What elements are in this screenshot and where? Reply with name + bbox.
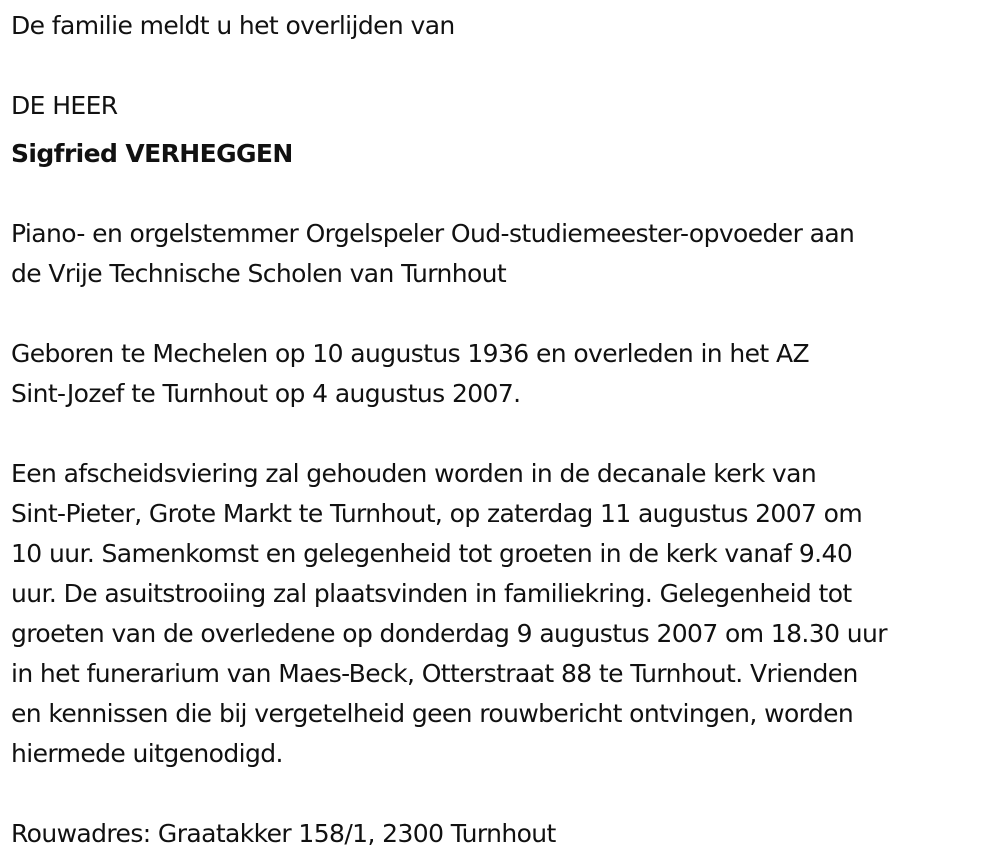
deceased-name: Sigfried VERHEGGEN bbox=[11, 139, 293, 168]
birth-death-line: Sint-Jozef te Turnhout op 4 augustus 2007. bbox=[11, 379, 521, 408]
profession-paragraph bbox=[11, 214, 854, 294]
ceremony-line: groeten van de overledene op donderdag 9 augustus 2007 om 18.30 uur bbox=[11, 619, 887, 648]
ceremony-line: Sint-Pieter, Grote Markt te Turnhout, op zaterdag 11 augustus 2007 om bbox=[11, 499, 863, 528]
profession-line: de Vrije Technische Scholen van Turnhout bbox=[11, 259, 507, 288]
intro-text: De familie meldt u het overlijden van bbox=[11, 11, 455, 40]
ceremony-line: Een afscheidsviering zal gehouden worden in de decanale kerk van bbox=[11, 459, 817, 488]
mourning-address: Rouwadres: Graatakker 158/1, 2300 Turnhout bbox=[11, 819, 556, 848]
ceremony-paragraph bbox=[11, 454, 887, 774]
ceremony-line: uur. De asuitstrooiing zal plaatsvinden in familiekring. Gelegenheid tot bbox=[11, 579, 852, 608]
ceremony-line: in het funerarium van Maes-Beck, Otterstraat 88 te Turnhout. Vrienden bbox=[11, 659, 858, 688]
birth-death-line: Geboren te Mechelen op 10 augustus 1936 en overleden in het AZ bbox=[11, 339, 809, 368]
birth-death-paragraph bbox=[11, 334, 809, 414]
ceremony-line: hiermede uitgenodigd. bbox=[11, 739, 283, 768]
ceremony-line: 10 uur. Samenkomst en gelegenheid tot groeten in de kerk vanaf 9.40 bbox=[11, 539, 853, 568]
ceremony-line: en kennissen die bij vergetelheid geen rouwbericht ontvingen, worden bbox=[11, 699, 854, 728]
honorific-title: DE HEER bbox=[11, 91, 118, 120]
profession-line: Piano- en orgelstemmer Orgelspeler Oud-studiemeester-opvoeder aan bbox=[11, 219, 855, 248]
